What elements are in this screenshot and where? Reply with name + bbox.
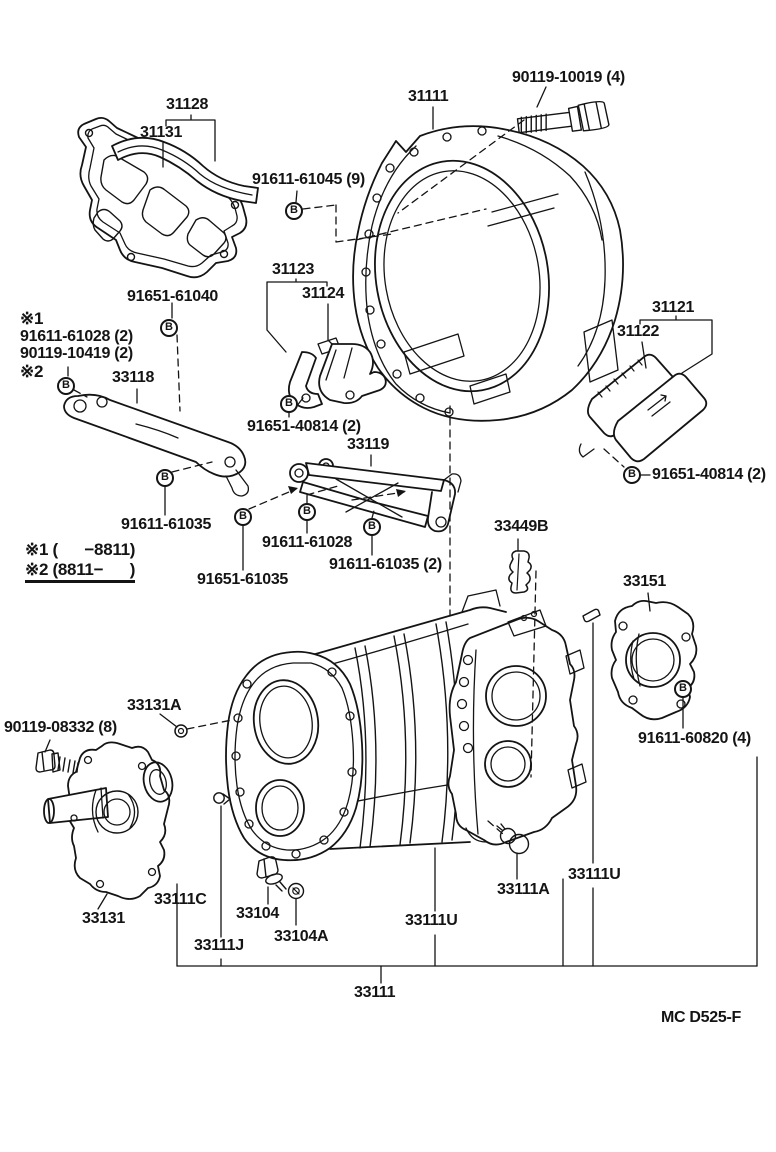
- part-label-33111A: 33111A: [497, 881, 550, 898]
- part-label-33104A: 33104A: [274, 928, 329, 945]
- bolt-marker-icon: B: [280, 395, 298, 413]
- bolt-marker-icon: B: [57, 377, 75, 395]
- part-label-33118: 33118: [112, 369, 155, 386]
- part-label-31121: 31121: [652, 299, 695, 316]
- bolt-marker-icon: B: [363, 518, 381, 536]
- part-label-91651-40814-left: 91651-40814 (2): [247, 418, 361, 435]
- part-label-31131: 31131: [140, 124, 183, 141]
- bolt-marker-icon: B: [156, 469, 174, 487]
- part-label-91611-61035-2: 91611-61035 (2): [329, 556, 442, 573]
- bolt-marker-icon: B: [623, 466, 641, 484]
- part-label-note-range-2: ※2 (8811− ): [25, 561, 135, 583]
- part-label-33111C: 33111C: [154, 891, 207, 908]
- part-label-33104: 33104: [236, 905, 279, 922]
- part-label-33131A: 33131A: [127, 697, 182, 714]
- part-label-90119-10419-note: 90119-10419 (2): [20, 345, 133, 362]
- part-label-33449B: 33449B: [494, 518, 549, 535]
- part-label-91611-61035-left: 91611-61035: [121, 516, 212, 533]
- part-label-91611-61045: 91611-61045 (9): [252, 171, 365, 188]
- bolt-marker-icon: B: [234, 508, 252, 526]
- part-label-91611-60820: 91611-60820 (4): [638, 730, 751, 747]
- part-label-31122: 31122: [617, 323, 660, 340]
- part-label-91651-61035: 91651-61035: [197, 571, 289, 588]
- part-label-33111U-center: 33111U: [405, 912, 458, 929]
- part-label-91611-61028: 91611-61028: [262, 534, 353, 551]
- part-label-33111U-right: 33111U: [568, 866, 621, 883]
- part-label-90119-08332: 90119-08332 (8): [4, 719, 117, 736]
- part-label-91651-61040: 91651-61040: [127, 288, 219, 305]
- part-label-91651-40814-right: 91651-40814 (2): [652, 466, 766, 483]
- part-label-31128: 31128: [166, 96, 209, 113]
- part-label-33111-bottom: 33111: [354, 984, 396, 1001]
- bolt-marker-icon: B: [674, 680, 692, 698]
- part-label-note2-mark: ※2: [20, 362, 44, 381]
- part-label-31123: 31123: [272, 261, 315, 278]
- bolt-marker-icon: B: [285, 202, 303, 220]
- part-label-33131: 33131: [82, 910, 125, 927]
- part-label-31124: 31124: [302, 285, 345, 302]
- part-label-note-range-1: ※1 ( −8811): [25, 540, 136, 559]
- bolt-marker-icon: B: [160, 319, 178, 337]
- part-label-33119: 33119: [347, 436, 390, 453]
- part-label-figure-code: MC D525-F: [661, 1009, 741, 1026]
- part-label-33151: 33151: [623, 573, 666, 590]
- part-label-33111J: 33111J: [194, 937, 244, 954]
- part-label-31111-top: 31111: [408, 88, 449, 105]
- part-label-91611-61028-note: 91611-61028 (2): [20, 328, 133, 345]
- part-label-90119-10019: 90119-10019 (4): [512, 69, 625, 86]
- bolt-marker-icon: B: [298, 503, 316, 521]
- part-label-note1-mark: ※1: [20, 309, 44, 328]
